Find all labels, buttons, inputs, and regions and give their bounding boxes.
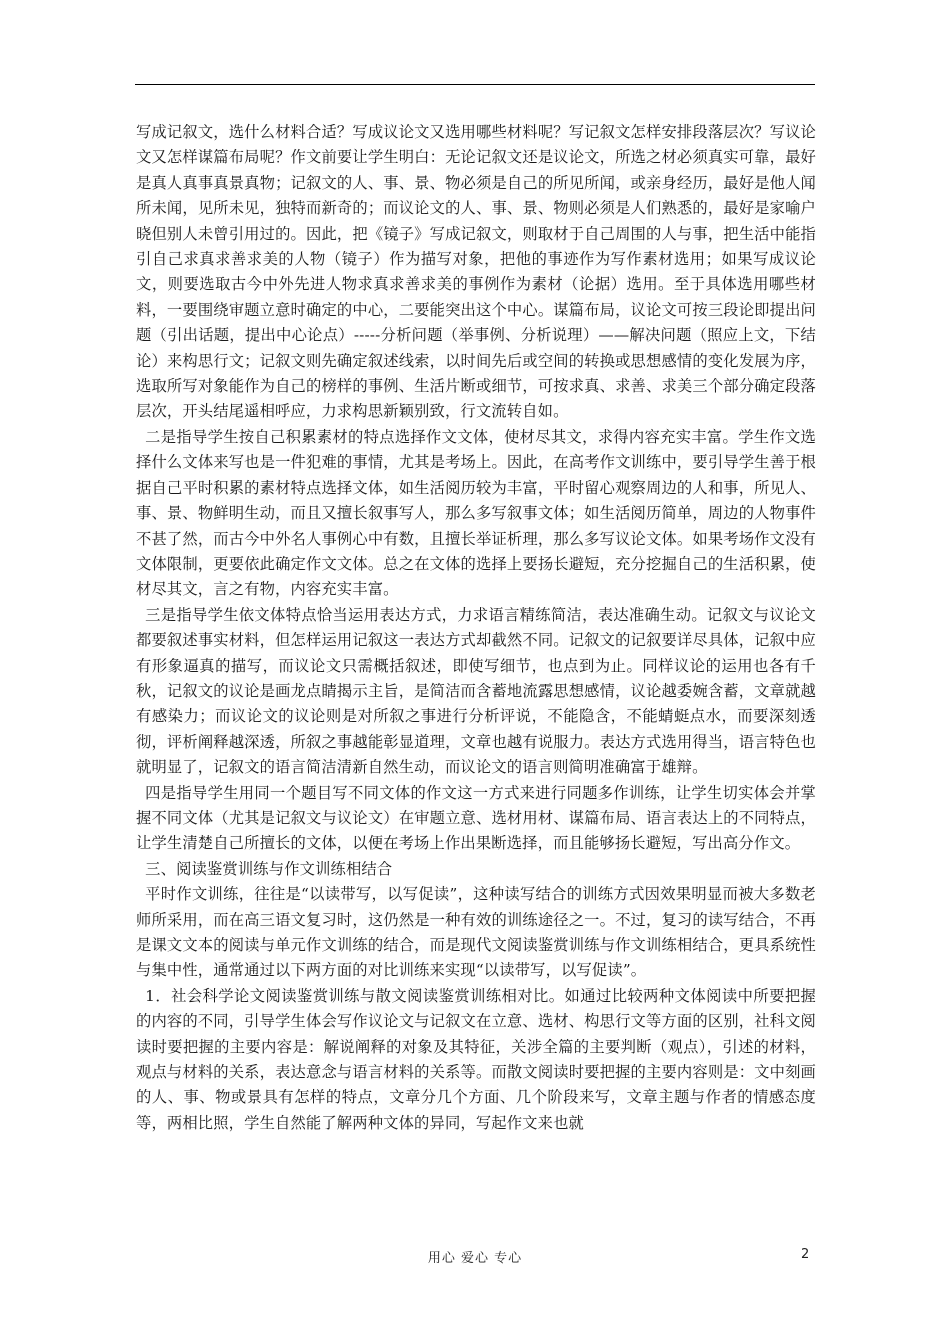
paragraph-point-four: 四是指导学生用同一个题目写不同文体的作文这一方式来进行同题多作训练，让学生切实体会并掌握不同文体（尤其是记叙文与议论文）在审题立意、选材用材、谋篇布局、语言表达上的不同特点，让学生清楚自己所擅长的文体，以便在考场上作出果断选择，而且能够扬长避短，写出高分作文。 (136, 783, 816, 853)
paragraph-continued: 写成记叙文，选什么材料合适？写成议论文又选用哪些材料呢？写记叙文怎样安排段落层次？写议论文又怎样谋篇布局呢？作文前要让学生明白：无论记叙文还是议论文，所选之材必须真实可靠，最好是真人真事真景真物；记叙文的人、事、景、物必须是自己的所见所闻，或亲身经历，最好是他人闻所未闻，见所未见，独特而新奇的；而议论文的人、事、景、物则必须是人们熟悉的，最好是家喻户晓但别人未曾引用过的。因此，把《镜子》写成记叙文，则取材于自己周围的人与事，把生活中能指引自己求真求善求美的人物（镜子）作为描写对象，把他的事迹作为写作素材选用；如果写成议论文，则要选取古今中外先进人物求真求善求美的事例作为素材（论据）选用。至于具体选用哪些材料，一要围绕审题立意时确定的中心，二要能突出这个中心。谋篇布局，议论文可按三段论即提出问题（引出话题，提出中心论点）-----分析问题（举事例、分析说理）——解决问题（照应上文，下结论）来构思行文；记叙文则先确定叙述线索，以时间先后或空间的转换或思想感情的变化发展为序，选取所写对象能作为自己的榜样的事例、生活片断或细节，可按求真、求善、求美三个部分确定段落层次，开头结尾遥相呼应，力求构思新颖别致，行文流转自如。 (136, 123, 816, 421)
page-number: 2 (801, 1247, 810, 1262)
paragraph-point-two: 二是指导学生按自己积累素材的特点选择作文文体，使材尽其文，求得内容充实丰富。学生作文选择什么文体来写也是一件犯难的事情，尤其是考场上。因此，在高考作文训练中，要引导学生善于根据自己平时积累的素材特点选择文体，如生活阅历较为丰富，平时留心观察周边的人和事，所见人、事、景、物鲜明生动，而且又擅长叙事写人，那么多写叙事文体；如生活阅历简单，周边的人物事件不甚了然，而古今中外名人事例心中有数，且擅长举证析理，那么多写议论文体。如果考场作文没有文体限制，更要依此确定作文文体。总之在文体的选择上要扬长避短，充分挖掘自己的生活积累，使材尽其文，言之有物，内容充实丰富。 (136, 427, 816, 599)
section-heading: 三、阅读鉴赏训练与作文训练相结合 (145, 859, 393, 878)
header-rule (135, 84, 815, 85)
paragraph-numbered-1: 1．社会科学论文阅读鉴赏训练与散文阅读鉴赏训练相对比。如通过比较两种文体阅读中所要把握的内容的不同，引导学生体会写作议论文与记叙文在立意、选材、构思行文等方面的区别，社科文阅读时要把握的主要内容是：解说阐释的对象及其特征，关涉全篇的主要判断（观点），引述的材料，观点与材料的关系，表达意念与语言材料的关系等。而散文阅读时要把握的主要内容则是：文中刻画的人、事、物或景具有怎样的特点，文章分几个方面、几个阶段来写，文章主题与作者的情感态度等，两相比照，学生自然能了解两种文体的异同，写起作文来也就 (136, 986, 816, 1132)
footer-motto: 用心 爱心 专心 (427, 1251, 523, 1266)
paragraph-read-write: 平时作文训练，往往是“以读带写，以写促读”，这种读写结合的训练方式因效果明显而被大多数老师所采用，而在高三语文复习时，这仍然是一种有效的训练途径之一。不过，复习的读写结合，不再是课文文本的阅读与单元作文训练的结合，而是现代文阅读鉴赏训练与作文训练相结合，更具系统性与集中性，通常通过以下两方面的对比训练来实现“以读带写，以写促读”。 (136, 885, 816, 980)
paragraph-point-three: 三是指导学生依文体特点恰当运用表达方式，力求语言精练简洁，表达准确生动。记叙文与议论文都要叙述事实材料，但怎样运用记叙这一表达方式却截然不同。记叙文的记叙要详尽具体，记叙中应有形象逼真的描写，而议论文只需概括叙述，即使写细节，也点到为止。同样议论的运用也各有千秋，记叙文的议论是画龙点睛揭示主旨，是简洁而含蓄地流露思想感情，议论越委婉含蓄，文章就越有感染力；而议论文的议论则是对所叙之事进行分析评说，不能隐含，不能蜻蜓点水，而要深刻透彻，评析阐释越深透，所叙之事越能彰显道理，文章也越有说服力。表达方式选用得当，语言特色也就明显了，记叙文的语言简洁清新自然生动，而议论文的语言则简明准确富于雄辩。 (136, 605, 816, 777)
document-body (136, 120, 816, 1136)
